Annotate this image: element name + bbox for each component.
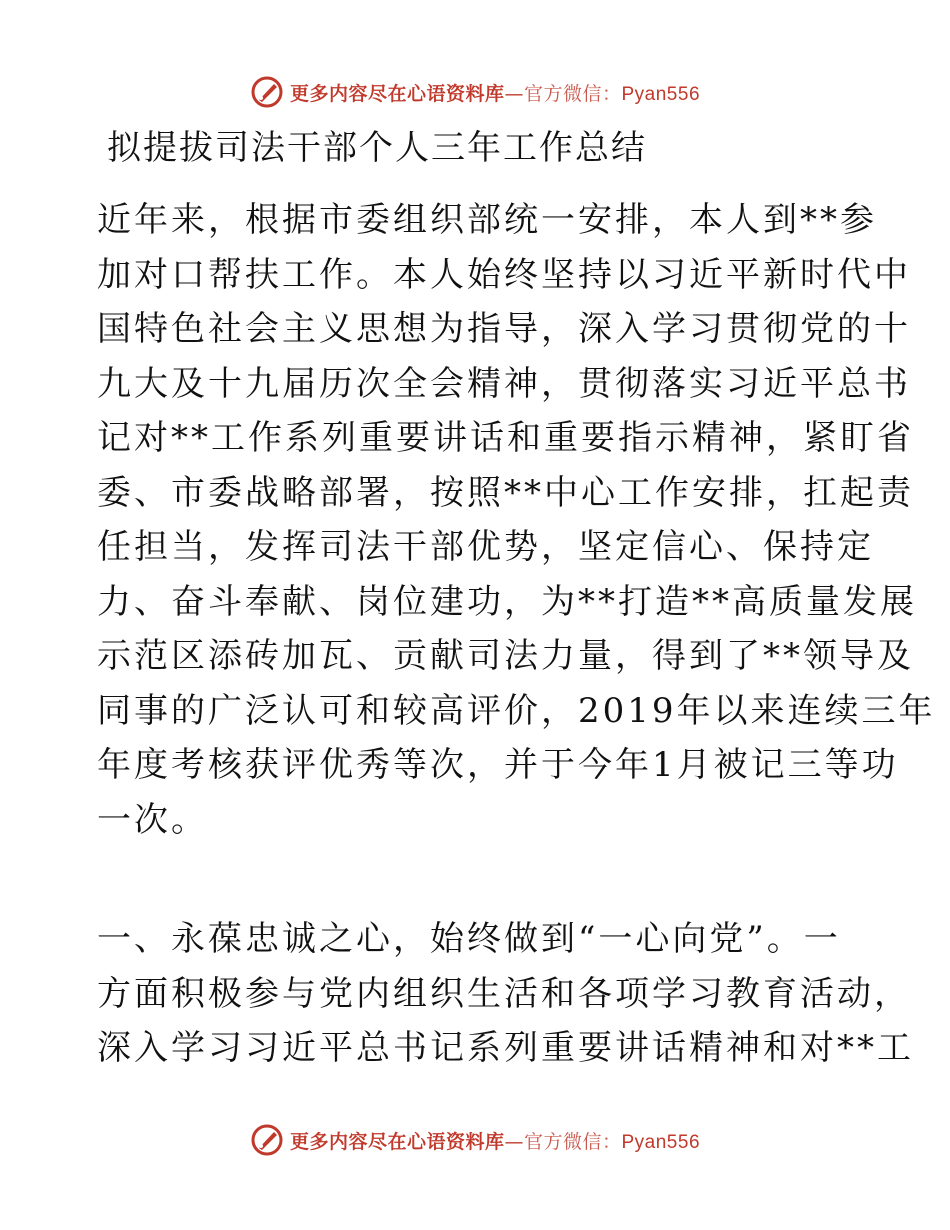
watermark-main-text: 更多内容尽在心语资料库 [289,1130,505,1153]
text-line: 任担当，发挥司法干部优势，坚定信心、保持定 [97,527,874,567]
text-line: 国特色社会主义思想为指导，深入学习贯彻党的十 [97,309,911,349]
text-line: 一、永葆忠诚之心，始终做到“一心向党”。一 [97,919,841,959]
quill-logo-icon [250,75,284,109]
paragraph-intro [97,193,936,847]
watermark-separator: — [504,82,524,105]
text-line: 深入学习习近平总书记系列重要讲话精神和对**工 [97,1028,914,1068]
text-line: 记对**工作系列重要讲话和重要指示精神，紧盯省 [97,418,914,458]
watermark-wechat-id: Pyan556 [621,83,701,105]
paragraph-section-one [97,912,914,1076]
watermark-separator: — [504,1130,524,1153]
text-line: 九大及十九届历次全会精神，贯彻落实习近平总书 [97,363,911,404]
text-line: 近年来，根据市委组织部统一安排，本人到**参 [97,200,877,240]
watermark-banner-top [0,72,950,112]
document-title: 拟提拔司法干部个人三年工作总结 [107,128,647,168]
watermark-text [290,1127,700,1154]
text-line: 委、市委战略部署，按照**中心工作安排，扛起责 [97,472,914,513]
text-line: 力、奋斗奉献、岗位建功，为**打造**高质量发展 [97,581,917,622]
text-line: 方面积极参与党内组织生活和各项学习教育活动， [97,973,911,1014]
text-line: 一次。 [97,799,208,840]
quill-logo-icon [250,1123,284,1157]
text-line: 加对口帮扶工作。本人始终坚持以习近平新时代中 [97,254,911,295]
watermark-banner-bottom [0,1120,950,1160]
watermark-main-text: 更多内容尽在心语资料库 [289,82,505,105]
text-line: 示范区添砖加瓦、贡献司法力量，得到了**领导及 [97,636,914,676]
text-line: 同事的广泛认可和较高评价，2019年以来连续三年 [97,690,936,731]
watermark-wechat-id: Pyan556 [621,1131,701,1153]
watermark-sub-text: 官方微信： [523,82,622,105]
text-line: 年度考核获评优秀等次，并于今年1月被记三等功 [97,745,899,785]
watermark-text [290,79,700,106]
watermark-sub-text: 官方微信： [523,1130,622,1153]
